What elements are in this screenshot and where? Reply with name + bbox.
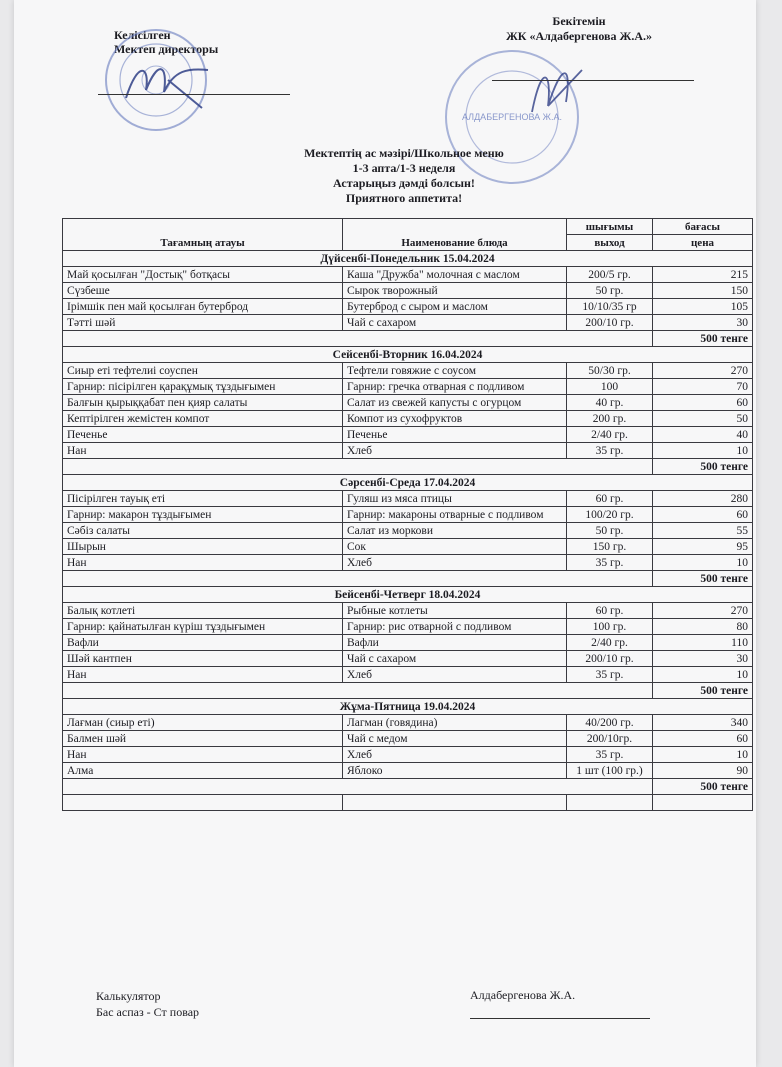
dish-name-kz: Шырын bbox=[63, 539, 343, 555]
footer-signature-line bbox=[470, 1018, 650, 1019]
dish-name-kz: Сүзбеше bbox=[63, 283, 343, 299]
header-row-1 bbox=[63, 219, 753, 235]
dish-row bbox=[63, 523, 753, 539]
day-total-row bbox=[63, 571, 753, 587]
dish-name-kz: Лағман (сиыр еті) bbox=[63, 715, 343, 731]
dish-price: 80 bbox=[653, 619, 753, 635]
dish-price: 55 bbox=[653, 523, 753, 539]
dish-price: 40 bbox=[653, 427, 753, 443]
dish-name-ru: Чай с сахаром bbox=[343, 315, 567, 331]
dish-price: 340 bbox=[653, 715, 753, 731]
dish-name-ru: Вафли bbox=[343, 635, 567, 651]
dish-price: 10 bbox=[653, 555, 753, 571]
col-out-ru: выход bbox=[567, 235, 653, 251]
dish-price: 110 bbox=[653, 635, 753, 651]
dish-output: 35 гр. bbox=[567, 443, 653, 459]
dish-output: 40/200 гр. bbox=[567, 715, 653, 731]
dish-name-ru: Каша "Дружба" молочная с маслом bbox=[343, 267, 567, 283]
dish-name-ru: Гарнир: рис отварной с подливом bbox=[343, 619, 567, 635]
dish-output: 60 гр. bbox=[567, 603, 653, 619]
document-page bbox=[14, 0, 756, 1067]
dish-price: 10 bbox=[653, 667, 753, 683]
dish-name-kz: Гарнир: макарон тұздығымен bbox=[63, 507, 343, 523]
day-total: 500 тенге bbox=[653, 331, 753, 347]
title-line-2: 1-3 апта/1-3 неделя bbox=[352, 161, 456, 175]
dish-output: 35 гр. bbox=[567, 555, 653, 571]
dish-row bbox=[63, 635, 753, 651]
dish-name-ru: Салат из свежей капусты с огурцом bbox=[343, 395, 567, 411]
day-total: 500 тенге bbox=[653, 571, 753, 587]
dish-output: 200 гр. bbox=[567, 411, 653, 427]
dish-name-ru: Гуляш из мяса птицы bbox=[343, 491, 567, 507]
dish-name-kz: Нан bbox=[63, 555, 343, 571]
dish-price: 270 bbox=[653, 603, 753, 619]
day-header-row bbox=[63, 251, 753, 267]
school-stamp bbox=[98, 20, 228, 140]
day-header-row bbox=[63, 587, 753, 603]
dish-name-kz: Балмен шәй bbox=[63, 731, 343, 747]
dish-output: 1 шт (100 гр.) bbox=[567, 763, 653, 779]
empty-cell bbox=[567, 795, 653, 811]
dish-price: 70 bbox=[653, 379, 753, 395]
dish-name-ru: Сок bbox=[343, 539, 567, 555]
dish-name-ru: Гарнир: макароны отварные с подливом bbox=[343, 507, 567, 523]
dish-name-kz: Балық котлеті bbox=[63, 603, 343, 619]
day-header-row bbox=[63, 699, 753, 715]
dish-name-kz: Шәй кантпен bbox=[63, 651, 343, 667]
dish-name-kz: Алма bbox=[63, 763, 343, 779]
dish-name-kz: Нан bbox=[63, 667, 343, 683]
dish-output: 200/10 гр. bbox=[567, 315, 653, 331]
dish-row bbox=[63, 363, 753, 379]
title-line-1: Мектептің ас мәзірі/Школьное меню bbox=[304, 146, 504, 160]
title-line-3: Астарыңыз дәмді болсын! bbox=[333, 176, 475, 190]
dish-price: 105 bbox=[653, 299, 753, 315]
dish-name-ru: Яблоко bbox=[343, 763, 567, 779]
dish-row bbox=[63, 395, 753, 411]
dish-row bbox=[63, 299, 753, 315]
dish-name-ru: Хлеб bbox=[343, 443, 567, 459]
dish-output: 2/40 гр. bbox=[567, 427, 653, 443]
day-total: 500 тенге bbox=[653, 683, 753, 699]
empty-row bbox=[63, 795, 753, 811]
empty-cell bbox=[653, 795, 753, 811]
stamp-text: АЛДАБЕРГЕНОВА Ж.А. bbox=[461, 112, 563, 122]
approval-right-title: Бекітемін bbox=[552, 14, 606, 28]
day-total: 500 тенге bbox=[653, 459, 753, 475]
day-header-row bbox=[63, 475, 753, 491]
day-title: Бейсенбі-Четверг 18.04.2024 bbox=[63, 587, 753, 603]
dish-name-kz: Май қосылған "Достық" ботқасы bbox=[63, 267, 343, 283]
dish-price: 280 bbox=[653, 491, 753, 507]
dish-price: 30 bbox=[653, 651, 753, 667]
dish-name-ru: Тефтели говяжие с соусом bbox=[343, 363, 567, 379]
title-line-4: Приятного аппетита! bbox=[345, 191, 463, 205]
dish-price: 10 bbox=[653, 747, 753, 763]
day-total-row bbox=[63, 683, 753, 699]
col-price-kz: бағасы bbox=[653, 219, 753, 235]
dish-output: 200/10 гр. bbox=[567, 651, 653, 667]
dish-name-kz: Ірімшік пен май қосылған бутерброд bbox=[63, 299, 343, 315]
dish-row bbox=[63, 283, 753, 299]
dish-name-kz: Гарнир: пісірілген қарақұмық тұздығымен bbox=[63, 379, 343, 395]
total-empty bbox=[63, 459, 653, 475]
footer-name: Алдабергенова Ж.А. bbox=[470, 988, 576, 1002]
dish-row bbox=[63, 603, 753, 619]
dish-name-ru: Рыбные котлеты bbox=[343, 603, 567, 619]
total-empty bbox=[63, 571, 653, 587]
menu-title bbox=[254, 146, 554, 206]
dish-price: 60 bbox=[653, 731, 753, 747]
footer-role-1: Калькулятор bbox=[96, 989, 161, 1003]
dish-row bbox=[63, 763, 753, 779]
dish-name-kz: Тәтті шәй bbox=[63, 315, 343, 331]
dish-name-kz: Нан bbox=[63, 747, 343, 763]
approval-right bbox=[494, 14, 664, 44]
dish-output: 35 гр. bbox=[567, 747, 653, 763]
col-out-kz: шығымы bbox=[567, 219, 653, 235]
dish-name-ru: Бутерброд с сыром и маслом bbox=[343, 299, 567, 315]
footer-roles bbox=[96, 988, 199, 1020]
day-total-row bbox=[63, 459, 753, 475]
dish-price: 150 bbox=[653, 283, 753, 299]
dish-name-ru: Чай с медом bbox=[343, 731, 567, 747]
col-name-kz: Тағамның атауы bbox=[63, 219, 343, 251]
dish-row bbox=[63, 715, 753, 731]
day-title: Жұма-Пятница 19.04.2024 bbox=[63, 699, 753, 715]
dish-name-ru: Компот из сухофруктов bbox=[343, 411, 567, 427]
dish-output: 200/5 гр. bbox=[567, 267, 653, 283]
dish-row bbox=[63, 267, 753, 283]
dish-price: 50 bbox=[653, 411, 753, 427]
dish-output: 100/20 гр. bbox=[567, 507, 653, 523]
dish-output: 100 bbox=[567, 379, 653, 395]
dish-row bbox=[63, 651, 753, 667]
dish-price: 10 bbox=[653, 443, 753, 459]
dish-price: 215 bbox=[653, 267, 753, 283]
col-price-ru: цена bbox=[653, 235, 753, 251]
day-title: Сәрсенбі-Среда 17.04.2024 bbox=[63, 475, 753, 491]
approval-right-org: ЖК «Алдабергенова Ж.А.» bbox=[505, 29, 653, 43]
dish-row bbox=[63, 379, 753, 395]
empty-cell bbox=[63, 795, 343, 811]
dish-output: 40 гр. bbox=[567, 395, 653, 411]
dish-name-ru: Гарнир: гречка отварная с подливом bbox=[343, 379, 567, 395]
dish-output: 50 гр. bbox=[567, 523, 653, 539]
day-total-row bbox=[63, 331, 753, 347]
dish-row bbox=[63, 315, 753, 331]
dish-price: 60 bbox=[653, 395, 753, 411]
dish-row bbox=[63, 619, 753, 635]
dish-price: 30 bbox=[653, 315, 753, 331]
dish-name-kz: Гарнир: қайнатылған күріш тұздығымен bbox=[63, 619, 343, 635]
dish-output: 200/10гр. bbox=[567, 731, 653, 747]
dish-row bbox=[63, 667, 753, 683]
footer-role-2: Бас аспаз - Ст повар bbox=[96, 1005, 200, 1019]
total-empty bbox=[63, 779, 653, 795]
dish-name-ru: Хлеб bbox=[343, 555, 567, 571]
dish-price: 95 bbox=[653, 539, 753, 555]
dish-row bbox=[63, 507, 753, 523]
dish-row bbox=[63, 747, 753, 763]
dish-price: 60 bbox=[653, 507, 753, 523]
total-empty bbox=[63, 331, 653, 347]
dish-output: 35 гр. bbox=[567, 667, 653, 683]
day-total: 500 тенге bbox=[653, 779, 753, 795]
dish-output: 50/30 гр. bbox=[567, 363, 653, 379]
dish-row bbox=[63, 539, 753, 555]
signature-line-right bbox=[492, 80, 694, 81]
dish-name-kz: Печенье bbox=[63, 427, 343, 443]
dish-name-kz: Вафли bbox=[63, 635, 343, 651]
dish-name-ru: Хлеб bbox=[343, 667, 567, 683]
dish-name-ru: Печенье bbox=[343, 427, 567, 443]
dish-price: 270 bbox=[653, 363, 753, 379]
dish-output: 10/10/35 гр bbox=[567, 299, 653, 315]
dish-row bbox=[63, 555, 753, 571]
menu-table bbox=[62, 218, 753, 811]
dish-output: 60 гр. bbox=[567, 491, 653, 507]
day-header-row bbox=[63, 347, 753, 363]
dish-name-ru: Салат из моркови bbox=[343, 523, 567, 539]
dish-name-kz: Сиыр еті тефтелиі соуспен bbox=[63, 363, 343, 379]
dish-name-ru: Лагман (говядина) bbox=[343, 715, 567, 731]
dish-name-kz: Балғын қырыққабат пен қияр салаты bbox=[63, 395, 343, 411]
dish-row bbox=[63, 427, 753, 443]
signature-line-left bbox=[98, 94, 290, 95]
dish-row bbox=[63, 491, 753, 507]
dish-price: 90 bbox=[653, 763, 753, 779]
empty-cell bbox=[343, 795, 567, 811]
dish-name-ru: Чай с сахаром bbox=[343, 651, 567, 667]
dish-row bbox=[63, 411, 753, 427]
dish-output: 100 гр. bbox=[567, 619, 653, 635]
dish-row bbox=[63, 443, 753, 459]
dish-output: 2/40 гр. bbox=[567, 635, 653, 651]
col-name-ru: Наименование блюда bbox=[343, 219, 567, 251]
dish-name-kz: Сәбіз салаты bbox=[63, 523, 343, 539]
dish-name-kz: Кептірілген жемістен компот bbox=[63, 411, 343, 427]
day-title: Дүйсенбі-Понедельник 15.04.2024 bbox=[63, 251, 753, 267]
day-total-row bbox=[63, 779, 753, 795]
dish-name-kz: Нан bbox=[63, 443, 343, 459]
total-empty bbox=[63, 683, 653, 699]
dish-row bbox=[63, 731, 753, 747]
approval-left-title: Келісілген bbox=[114, 28, 171, 42]
menu-body bbox=[63, 251, 753, 811]
day-title: Сейсенбі-Вторник 16.04.2024 bbox=[63, 347, 753, 363]
approval-left-role: Мектеп директоры bbox=[114, 42, 219, 56]
dish-output: 50 гр. bbox=[567, 283, 653, 299]
dish-name-kz: Пісірілген тауық еті bbox=[63, 491, 343, 507]
dish-name-ru: Сырок творожный bbox=[343, 283, 567, 299]
dish-name-ru: Хлеб bbox=[343, 747, 567, 763]
dish-output: 150 гр. bbox=[567, 539, 653, 555]
